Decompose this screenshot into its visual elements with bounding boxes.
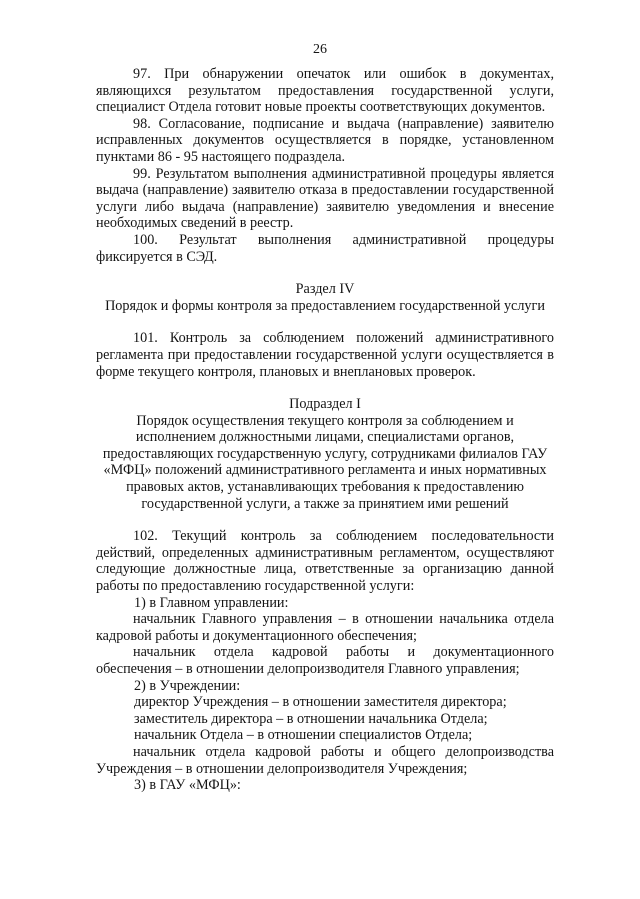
subsection-title: Порядок осуществления текущего контроля за соблюдением и исполнением должностными лицами, специалистами органов, предоставляющих государственную услугу, сотрудниками филиалов ГАУ «МФЦ» положений административного регламента и иных нормативных правовых актов, устанавливающих требования к предоставлению государственной услуги, а также за принятием ими решений <box>102 412 548 512</box>
spacer <box>96 265 554 281</box>
paragraph-97: 97. При обнаружении опечаток или ошибок в документах, являющихся результатом предоставления государственной услуги, специалист Отдела готовит новые проекты соответствующих документов. <box>96 66 554 116</box>
list-item: директор Учреждения – в отношении заместителя директора; <box>134 694 507 711</box>
list-item: начальник отдела кадровой работы и общего делопроизводства Учреждения – в отношении делопроизводителя Учреждения; <box>96 743 554 777</box>
spacer <box>96 314 554 330</box>
paragraph-102: 102. Текущий контроль за соблюдением последовательности действий, определенных административным регламентом, осуществляют следующие должностные лица, ответственные за организацию данной работы по предоставлению государственной услуги: <box>96 528 554 595</box>
paragraph-101: 101. Контроль за соблюдением положений административного регламента при предоставлении государственной услуги осуществляется в форме текущего контроля, плановых и внеплановых проверок. <box>96 330 554 380</box>
paragraph-100: 100. Результат выполнения административной процедуры фиксируется в СЭД. <box>96 231 554 265</box>
document-body <box>96 66 554 794</box>
list-item: начальник Главного управления – в отношении начальника отдела кадровой работы и документационного обеспечения; <box>96 611 554 644</box>
list-item: заместитель директора – в отношении начальника Отдела; <box>134 710 488 727</box>
list-item: 1) в Главном управлении: <box>134 594 289 611</box>
list-item: 3) в ГАУ «МФЦ»: <box>134 777 241 794</box>
paragraph-98: 98. Согласование, подписание и выдача (направление) заявителю исправленных документов осуществляется в порядке, установленном пунктами 86 - 95 настоящего подраздела. <box>96 115 554 165</box>
list-item: начальник Отдела – в отношении специалистов Отдела; <box>134 727 473 744</box>
list-item: начальник отдела кадровой работы и документационного обеспечения – в отношении делопроизводителя Главного управления; <box>96 644 554 677</box>
page-number: 26 <box>313 42 327 57</box>
list-item: 2) в Учреждении: <box>134 677 241 694</box>
subsection-label: Подраздел I <box>289 396 361 413</box>
spacer <box>96 512 554 528</box>
responsibility-list <box>96 595 554 794</box>
paragraph-99: 99. Результатом выполнения административной процедуры является выдача (направление) заявителю отказа в предоставлении государственной услуги либо выдача (направление) заявителю уведомления и внесение необходимых сведений в реестр. <box>96 165 554 232</box>
section-title: Порядок и формы контроля за предоставлением государственной услуги <box>105 297 545 314</box>
spacer <box>96 380 554 396</box>
section-label: Раздел IV <box>295 281 355 298</box>
